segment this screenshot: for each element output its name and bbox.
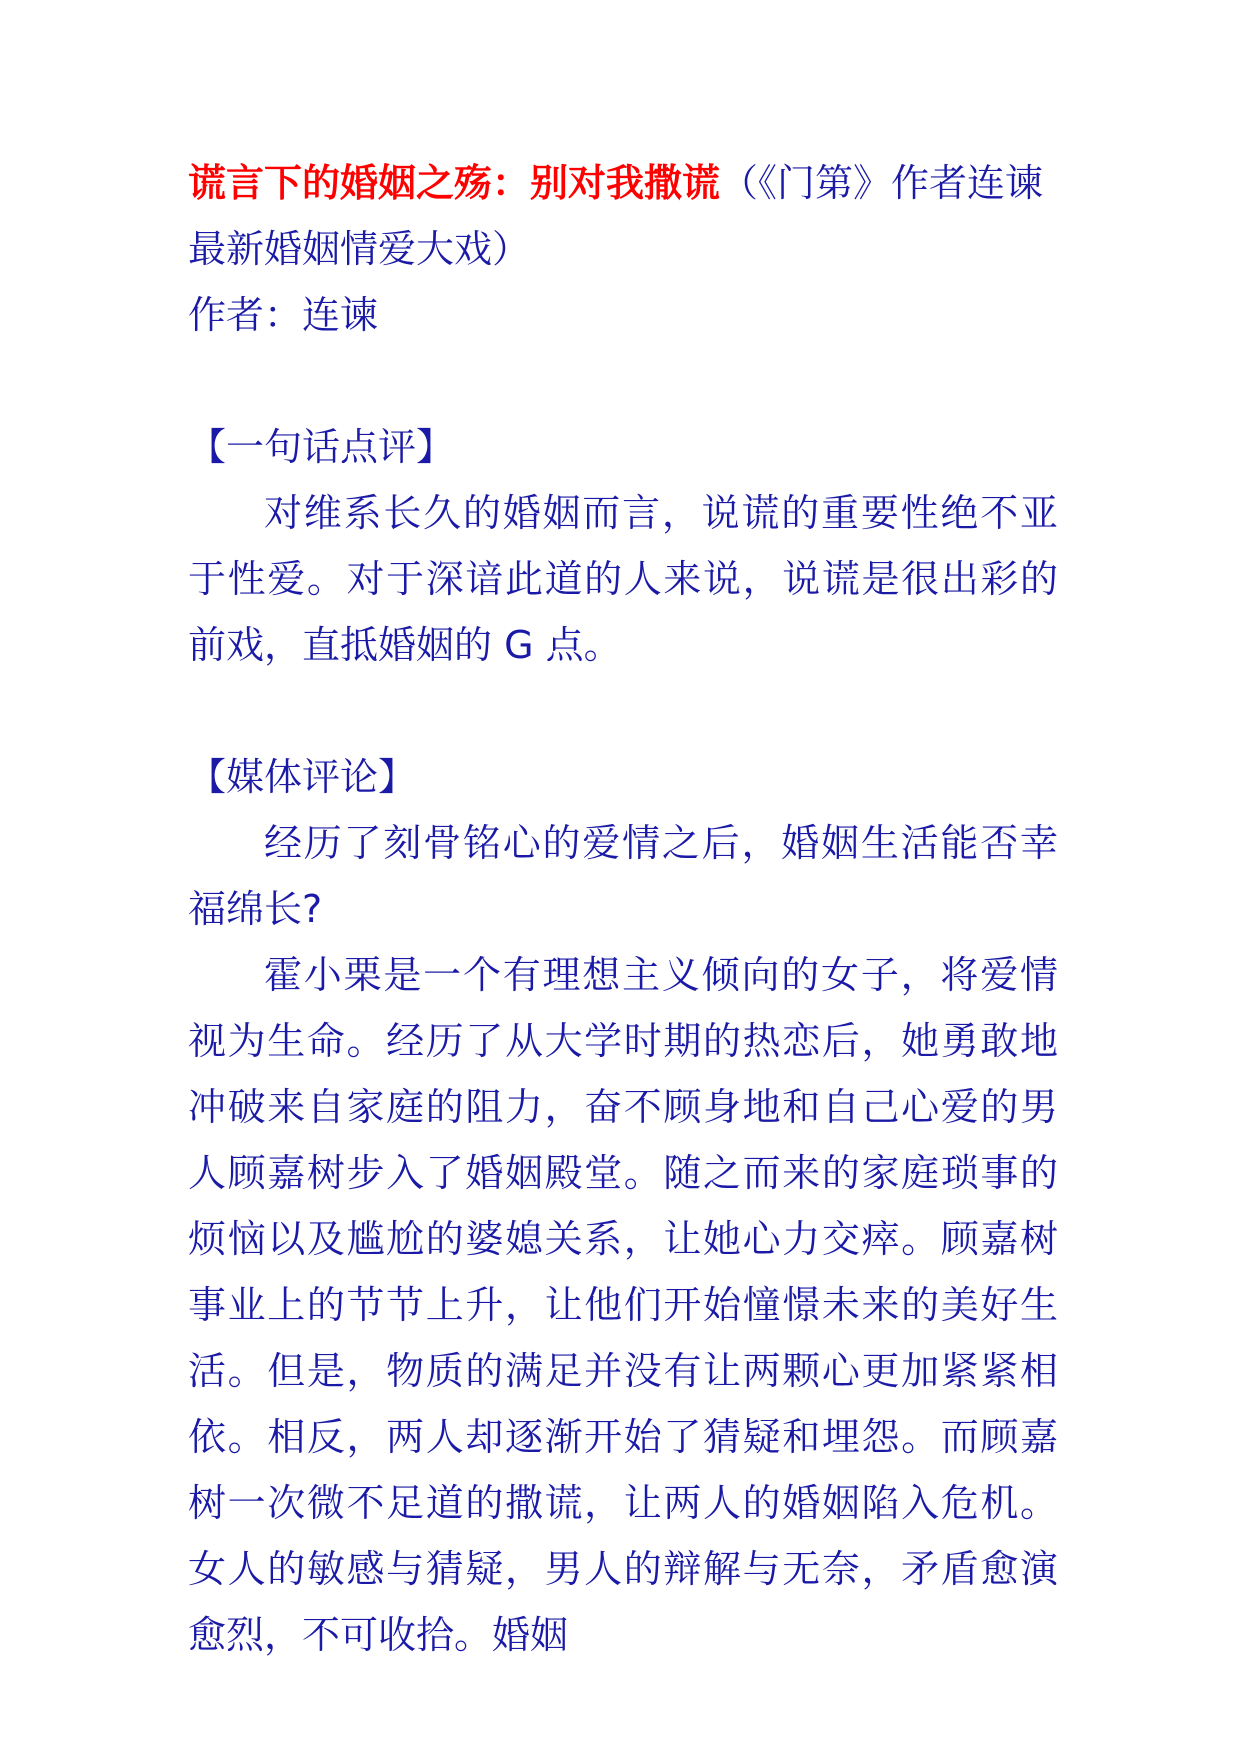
document-title (188, 150, 1058, 282)
section-heading-media: 【媒体评论】 (188, 755, 417, 799)
paragraph: 经历了刻骨铭心的爱情之后，婚姻生活能否幸福绵长? (188, 821, 1058, 931)
blank-line (188, 678, 1058, 744)
title-subtitle: （《门第》作者连谏最新婚姻情爱大戏） (188, 161, 1044, 271)
section-heading-review: 【一句话点评】 (188, 425, 455, 469)
paragraph: 对维系长久的婚姻而言，说谎的重要性绝不亚于性爱。对于深谙此道的人来说，说谎是很出彩的前戏，直抵婚姻的 G 点。 (188, 491, 1058, 667)
document-page (188, 150, 1058, 1668)
title-main: 谎言下的婚姻之殇：别对我撒谎 (188, 161, 721, 205)
blank-line (188, 348, 1058, 414)
author-line: 作者：连谏 (188, 293, 379, 337)
paragraph: 霍小栗是一个有理想主义倾向的女子，将爱情视为生命。经历了从大学时期的热恋后，她勇敢地冲破来自家庭的阻力，奋不顾身地和自己心爱的男人顾嘉树步入了婚姻殿堂。随之而来的家庭琐事的烦恼以及尴尬的婆媳关系，让她心力交瘁。顾嘉树事业上的节节上升，让他们开始憧憬未来的美好生活。但是，物质的满足并没有让两颗心更加紧紧相依。相反，两人却逐渐开始了猜疑和埋怨。而顾嘉树一次微不足道的撒谎，让两人的婚姻陷入危机。女人的敏感与猜疑，男人的辩解与无奈，矛盾愈演愈烈，不可收拾。婚姻 (188, 953, 1058, 1657)
